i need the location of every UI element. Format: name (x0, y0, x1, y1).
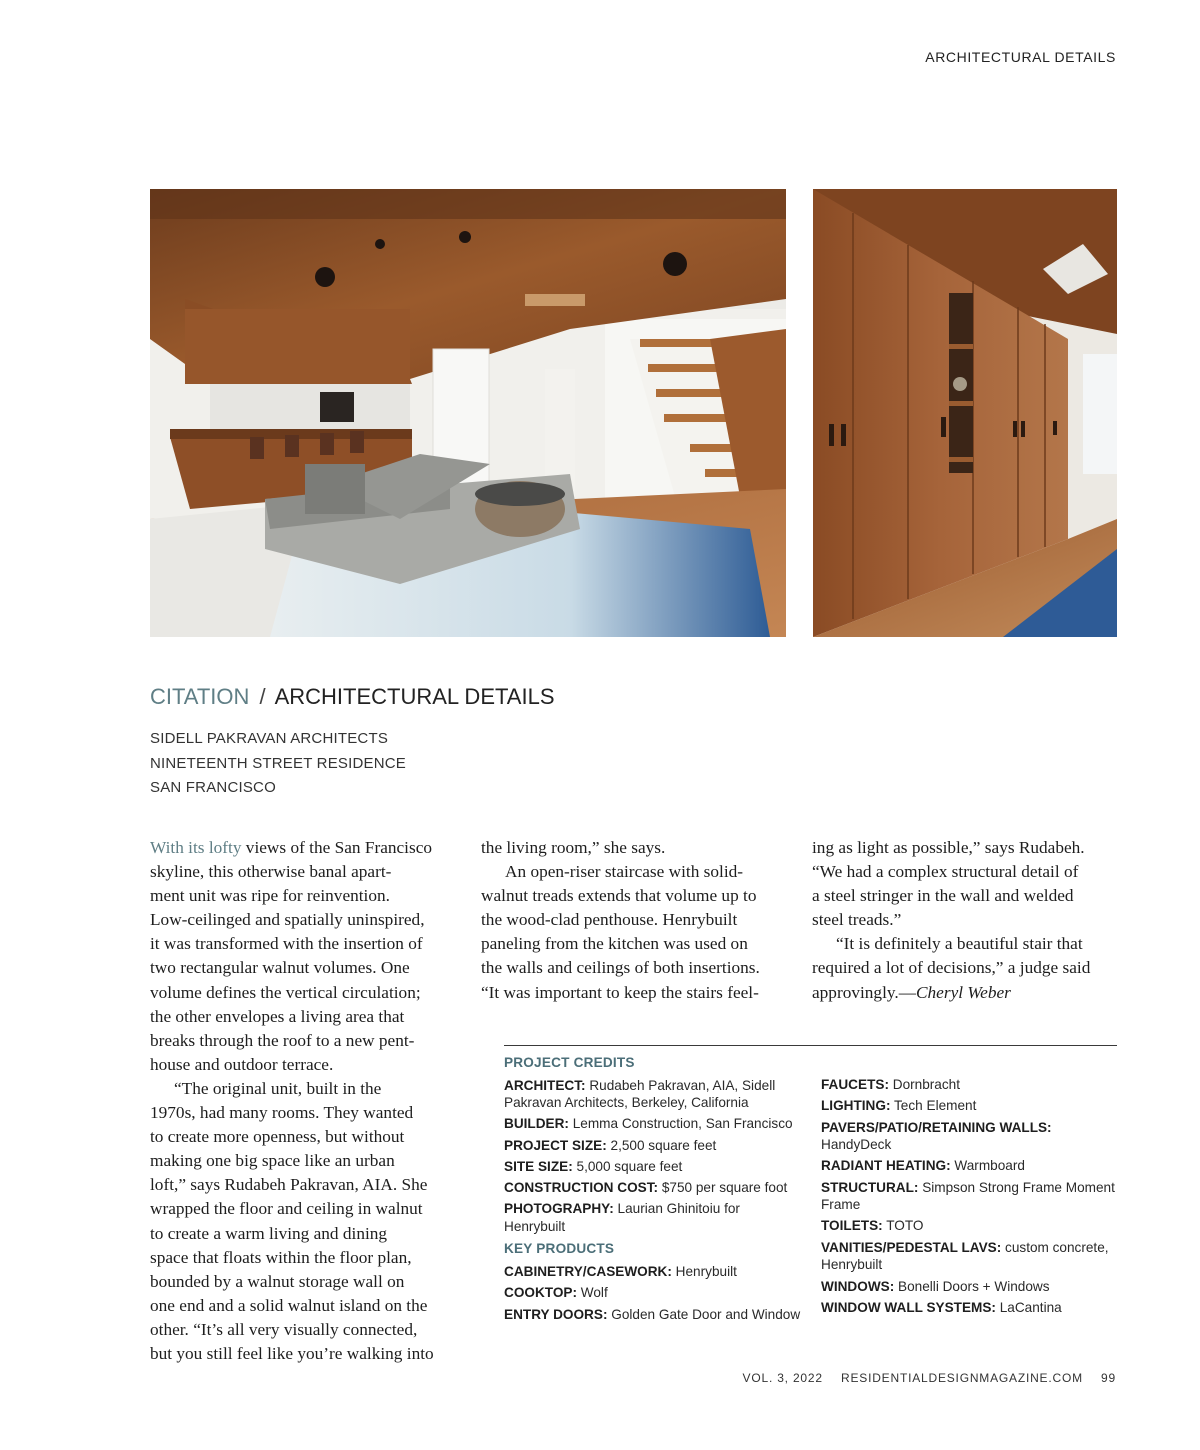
project-info (150, 727, 406, 801)
project-credits-heading: PROJECT CREDITS (504, 1055, 635, 1070)
product-label: WINDOW WALL SYSTEMS: (821, 1299, 996, 1315)
lead-in: With its lofty (150, 838, 242, 857)
article-line: breaks through the roof to a new pent- (150, 1030, 415, 1050)
article-line: 1970s, had many rooms. They wanted (150, 1103, 414, 1123)
article-column-2 (481, 836, 786, 1005)
product-value: Henrybuilt (671, 1263, 737, 1279)
product-label: TOILETS: (821, 1218, 883, 1234)
article-line: An open-riser staircase with solid- (505, 862, 744, 882)
citation-label: CITATION (150, 684, 250, 709)
article-line: “The original unit, built in the (174, 1078, 382, 1098)
article-line: it was transformed with the insertion of (150, 934, 423, 954)
product-label: VANITIES/PEDESTAL LAVS: (821, 1239, 1002, 1255)
firm-name: SIDELL PAKRAVAN ARCHITECTS (150, 730, 389, 747)
key-products-heading: KEY PRODUCTS (504, 1241, 615, 1257)
product-item (821, 1217, 1117, 1235)
product-label: CABINETRY/CASEWORK: (504, 1263, 672, 1279)
credit-label: PROJECT SIZE: (504, 1137, 607, 1153)
article-line: required a lot of decisions,” a judge said (812, 958, 1091, 978)
article-line: one end and a solid walnut island on the (150, 1295, 428, 1315)
product-label: RADIANT HEATING: (821, 1158, 951, 1174)
credit-value: $750 per square foot (658, 1180, 788, 1196)
article-column-3 (812, 836, 1117, 1005)
credit-item (504, 1115, 804, 1133)
product-value: TOTO (882, 1218, 924, 1234)
product-label: PAVERS/PATIO/RETAINING WALLS: (821, 1119, 1052, 1135)
article-line: skyline, this otherwise banal apart- (150, 862, 392, 882)
product-label: FAUCETS: (821, 1077, 889, 1092)
article-line: the living room,” she says. (481, 838, 666, 857)
article-line: steel treads.” (812, 910, 902, 930)
article-line: the walls and ceilings of both insertions. (481, 958, 760, 978)
credit-value: 2,500 square feet (606, 1137, 717, 1153)
credits-left (504, 1054, 804, 1327)
product-label: ENTRY DOORS: (504, 1306, 608, 1322)
title-separator: / (259, 684, 266, 709)
article-line: the wood-clad penthouse. Henrybuilt (481, 910, 738, 930)
article-line: paneling from the kitchen was used on (481, 934, 748, 954)
credit-item (504, 1179, 804, 1197)
product-value: Golden Gate Door and Window (607, 1306, 801, 1322)
credits-right (821, 1076, 1117, 1320)
product-item (504, 1306, 804, 1324)
product-label: COOKTOP: (504, 1285, 578, 1301)
article-line: two rectangular walnut volumes. One (150, 958, 410, 978)
credit-item (504, 1077, 804, 1112)
article-line: wrapped the floor and ceiling in walnut (150, 1199, 423, 1219)
product-value: Simpson Strong Frame Moment Frame (821, 1179, 1115, 1213)
page-footer (743, 1371, 1116, 1385)
article-line: ment unit was ripe for reinvention. (150, 886, 390, 906)
article-line: “We had a complex structural detail of (812, 862, 1079, 882)
credit-label: CONSTRUCTION COST: (504, 1180, 659, 1196)
product-value: custom concrete, Henrybuilt (821, 1239, 1109, 1273)
credits-divider (504, 1045, 1117, 1046)
product-label: STRUCTURAL: (821, 1179, 919, 1195)
article-line: “It is definitely a beautiful stair that (836, 934, 1083, 954)
category-label: ARCHITECTURAL DETAILS (274, 684, 555, 709)
product-item (504, 1263, 804, 1281)
article-line (812, 981, 1117, 1005)
product-item (821, 1299, 1117, 1317)
product-item (821, 1076, 1117, 1094)
living-room-photo (150, 189, 786, 637)
credit-value: Rudabeh Pakravan, AIA, Sidell Pakravan Architects, Berkeley, California (504, 1077, 776, 1110)
page-number: 99 (1101, 1371, 1116, 1385)
article-line-text: approvingly.— (812, 982, 916, 1002)
article-line: “It was important to keep the stairs feel- (481, 982, 759, 1002)
article-line: other. “It’s all very visually connected, (150, 1319, 418, 1339)
product-item (821, 1278, 1117, 1296)
author-byline: Cheryl Weber (916, 982, 1011, 1002)
product-value: LaCantina (995, 1299, 1062, 1315)
product-label: LIGHTING: (821, 1098, 891, 1114)
article-line: loft,” says Rudabeh Pakravan, AIA. She (150, 1175, 428, 1195)
article-line: volume defines the vertical circulation; (150, 982, 421, 1002)
volume-label: VOL. 3, 2022 (742, 1371, 823, 1385)
credit-value: Lemma Construction, San Francisco (568, 1116, 793, 1132)
credit-item (504, 1137, 804, 1155)
product-value: Warmboard (950, 1158, 1025, 1174)
article-line: walnut treads extends that volume up to (481, 886, 757, 906)
product-label: WINDOWS: (821, 1278, 895, 1294)
running-head: ARCHITECTURAL DETAILS (925, 49, 1116, 65)
product-value: Wolf (577, 1285, 608, 1301)
project-location: SAN FRANCISCO (150, 779, 276, 796)
credit-item (504, 1200, 804, 1235)
product-item (821, 1157, 1117, 1175)
credit-value: Laurian Ghinitoiu for Henrybuilt (504, 1201, 740, 1234)
credit-value: 5,000 square feet (572, 1158, 683, 1174)
article-line: to create a warm living and dining (150, 1223, 388, 1243)
project-name: NINETEENTH STREET RESIDENCE (150, 754, 406, 772)
article-line: bounded by a walnut storage wall on (150, 1271, 405, 1291)
article-line: space that floats within the floor plan, (150, 1247, 412, 1267)
section-title (150, 684, 555, 710)
article-line: to create more openness, but without (150, 1127, 405, 1147)
credit-item (504, 1158, 804, 1176)
credit-label: PHOTOGRAPHY: (504, 1201, 614, 1217)
credit-label: SITE SIZE: (504, 1158, 573, 1174)
website-label: RESIDENTIALDESIGNMAGAZINE.COM (841, 1371, 1083, 1385)
product-value: Bonelli Doors + Windows (894, 1278, 1050, 1294)
product-value: Tech Element (890, 1098, 977, 1114)
credit-label: BUILDER: (504, 1116, 569, 1132)
credit-label: ARCHITECT: (504, 1077, 586, 1093)
product-value: Dornbracht (888, 1077, 960, 1092)
article-line: but you still feel like you’re walking into (150, 1343, 434, 1363)
article-line: Low-ceilinged and spatially uninspired, (150, 910, 425, 930)
article-line: ing as light as possible,” says Rudabeh. (812, 838, 1085, 857)
product-value: HandyDeck (821, 1137, 892, 1153)
article-column-1 (150, 836, 455, 1366)
article-line (150, 836, 455, 860)
product-item (821, 1119, 1117, 1154)
storage-wall-photo (813, 189, 1117, 637)
product-item (504, 1284, 804, 1302)
article-line: house and outdoor terrace. (150, 1054, 334, 1074)
article-line: making one big space like an urban (150, 1151, 395, 1171)
product-item (821, 1239, 1117, 1274)
article-line: a steel stringer in the wall and welded (812, 886, 1074, 906)
product-item (821, 1097, 1117, 1115)
article-line-text: views of the San Francisco (241, 838, 433, 857)
article-line: the other envelopes a living area that (150, 1006, 405, 1026)
product-item (821, 1179, 1117, 1214)
